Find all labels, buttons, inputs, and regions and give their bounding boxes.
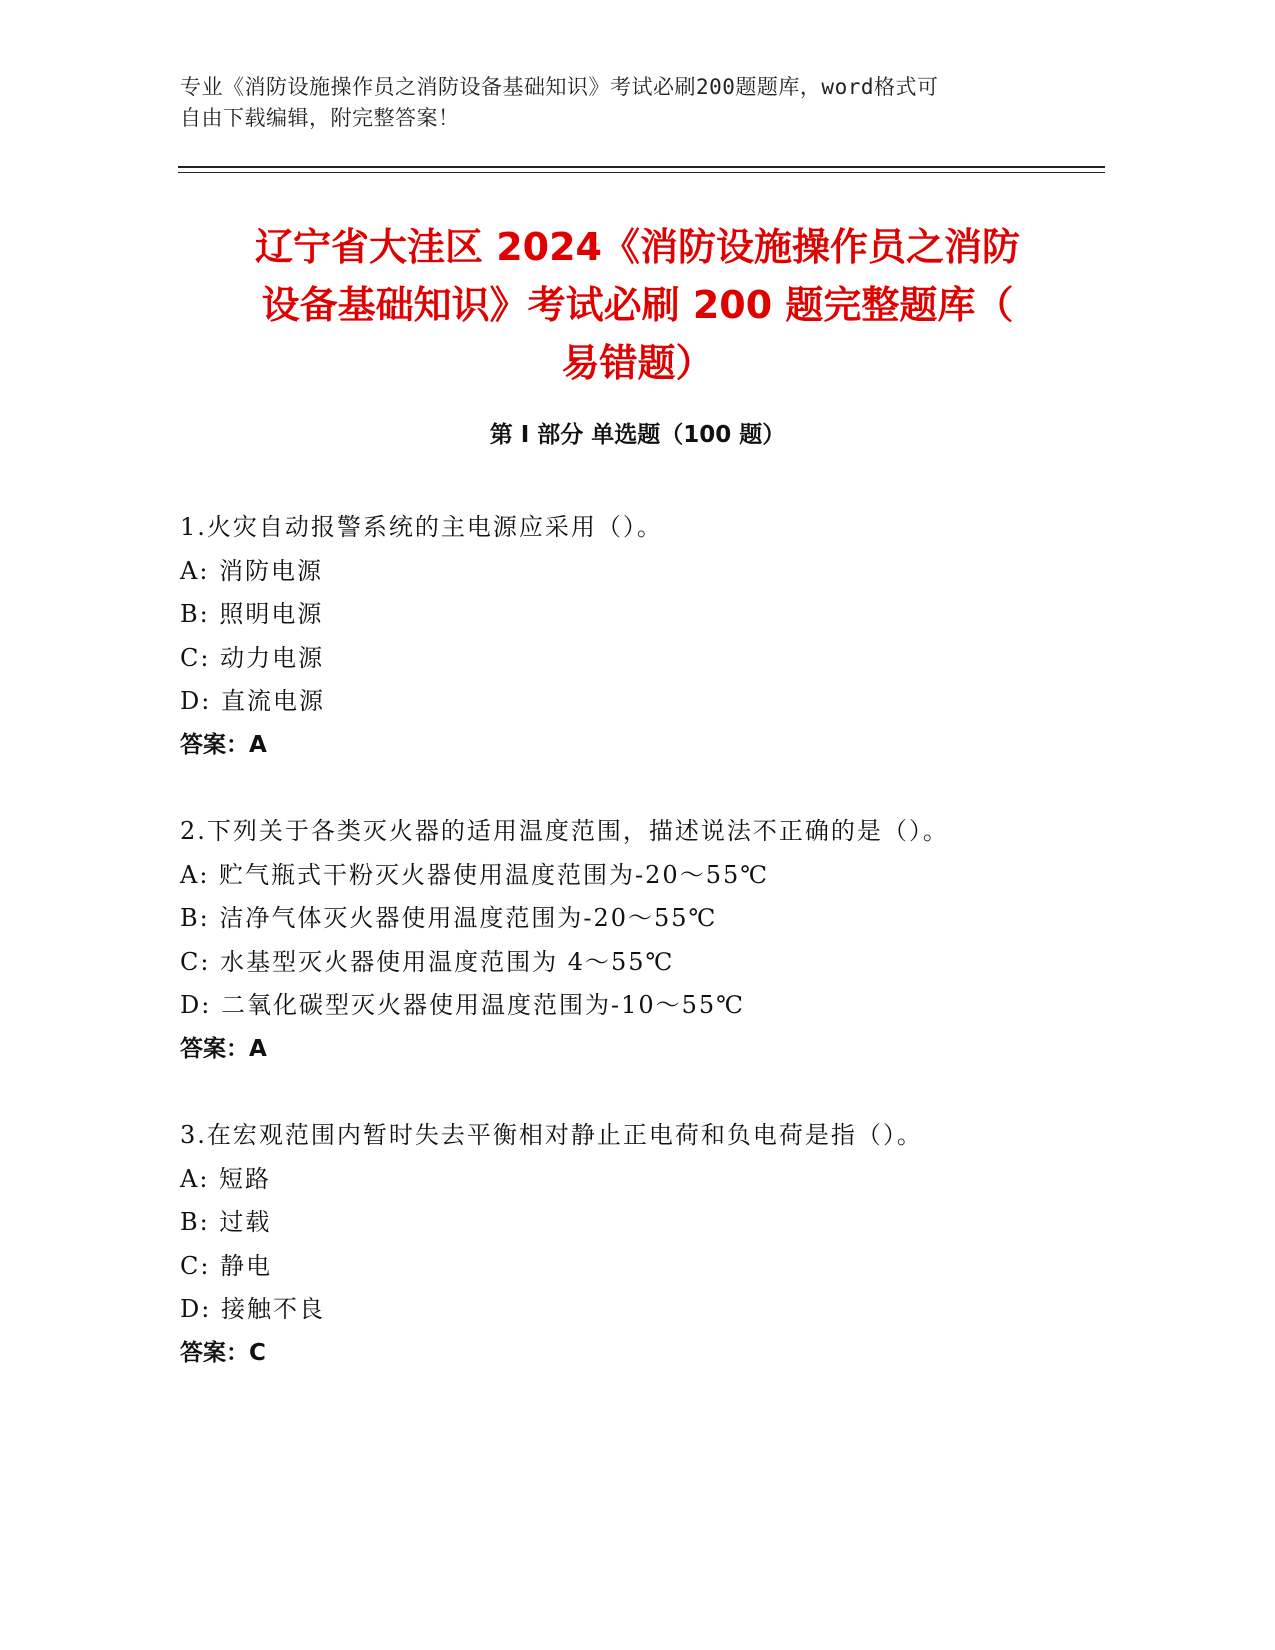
answer-line: 答案：A (180, 731, 267, 758)
document-title-line-1: 辽宁省大洼区 2024《消防设施操作员之消防 (255, 225, 1020, 269)
document-title (170, 218, 1105, 392)
question-stem: 3.在宏观范围内暂时失去平衡相对静止正电荷和负电荷是指（）。 (180, 1121, 923, 1149)
option-c: C: 水基型灭火器使用温度范围为 4～55℃ (180, 947, 675, 976)
option-d: D: 直流电源 (180, 687, 325, 715)
header-divider-thick (178, 166, 1105, 168)
question-list (180, 506, 1080, 1418)
header-note (180, 72, 1060, 134)
answer-line: 答案：A (180, 1035, 267, 1062)
header-note-line-1: 专业《消防设施操作员之消防设备基础知识》考试必刷200题题库，word格式可 (180, 75, 939, 99)
header-note-line-2: 自由下载编辑，附完整答案！ (180, 106, 460, 130)
question-stem: 1.火灾自动报警系统的主电源应采用（）。 (180, 513, 663, 541)
option-a: A: 消防电源 (180, 556, 324, 585)
option-d: D: 二氧化碳型灭火器使用温度范围为-10～55℃ (180, 991, 745, 1019)
option-b: B: 照明电源 (180, 600, 324, 628)
option-c: C: 静电 (180, 1251, 273, 1280)
option-a: A: 贮气瓶式干粉灭火器使用温度范围为-20～55℃ (180, 860, 770, 889)
question-stem: 2.下列关于各类灭火器的适用温度范围，描述说法不正确的是（）。 (180, 817, 949, 845)
option-c: C: 动力电源 (180, 643, 325, 672)
option-b: B: 过载 (180, 1208, 272, 1236)
document-title-line-2: 设备基础知识》考试必刷 200 题完整题库（ (261, 283, 1014, 327)
answer-line: 答案：C (180, 1339, 266, 1366)
section-title: 第 I 部分 单选题（100 题） (489, 422, 786, 448)
question-item (180, 1114, 1080, 1375)
question-item (180, 810, 1080, 1071)
option-b: B: 洁净气体灭火器使用温度范围为-20～55℃ (180, 904, 718, 932)
header-divider-thin (178, 172, 1105, 173)
option-d: D: 接触不良 (180, 1295, 325, 1323)
option-a: A: 短路 (180, 1164, 272, 1193)
document-title-line-3: 易错题） (561, 341, 714, 385)
question-item (180, 506, 1080, 767)
